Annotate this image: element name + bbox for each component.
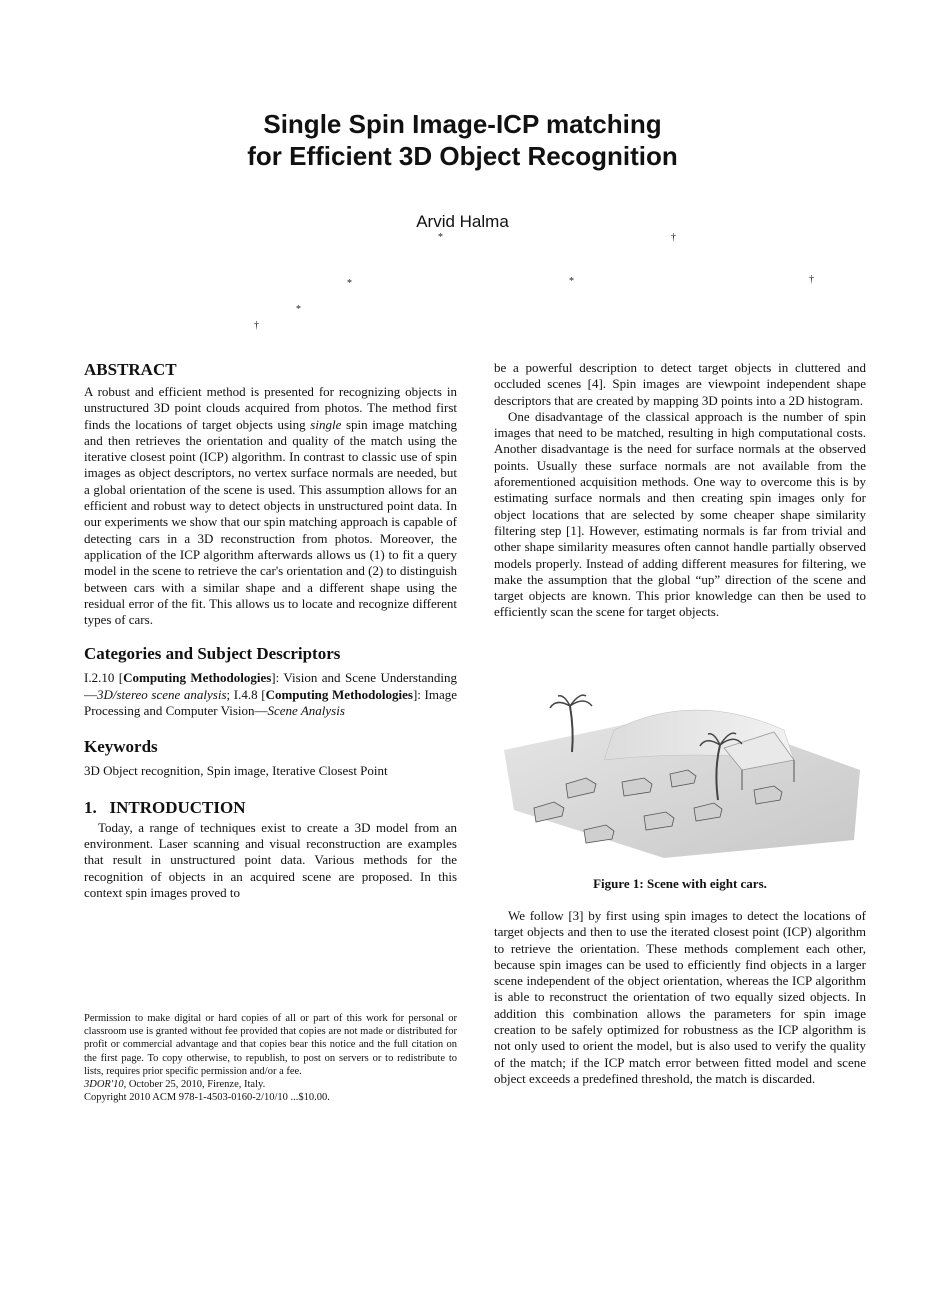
affiliation-mark: † <box>809 274 814 285</box>
venue-name: 3DOR'10, <box>84 1079 127 1091</box>
keywords-heading: Keywords <box>84 737 158 757</box>
abstract-heading: ABSTRACT <box>84 360 177 379</box>
venue-line <box>84 1078 457 1091</box>
abstract-emphasis: single <box>310 416 342 432</box>
title-line-2: for Efficient 3D Object Recognition <box>247 141 678 171</box>
cat-bold: Computing Methodologies <box>123 670 272 686</box>
categories-text <box>84 670 457 719</box>
abstract-section <box>84 360 457 628</box>
cat-part: I.2.10 [ <box>84 670 124 686</box>
affiliation-mark: † <box>671 232 676 243</box>
right-column <box>494 360 866 621</box>
cat-part: ]: Vision and Scene Understanding— <box>84 670 457 702</box>
categories-section <box>84 644 457 719</box>
disadvantage-paragraph: One disadvantage of the classical approach is the number of spin images that need to be matched, resulting in high computational costs. Another disadvantage is the need for surface normals at the observed points. Usually these surface normals are not available from the aforementioned acquisition methods. One way to overcome this is by estimating surface normals and then creating spin images only for object locations that are selected by some cheaper shape similarity filtering step [1]. However, estimating normals is far from trivial and other shape similarity measures often cannot handle partially observed models properly. Instead of adding different measures for filtering, we make the assumption that the global “up” direction of the scene and target objects are known. This prior knowledge can then be used to efficiently scan the scene for target objects. <box>494 408 866 620</box>
author-name: Arvid Halma <box>416 212 509 231</box>
figure-caption: Figure 1: Scene with eight cars. <box>593 876 767 891</box>
cat-italic: Scene Analysis <box>267 703 345 719</box>
introduction-section <box>84 798 457 901</box>
introduction-heading: 1. INTRODUCTION <box>84 797 246 817</box>
keywords-section <box>84 737 457 779</box>
method-paragraph: We follow [3] by first using spin images to detect the locations of target objects and then to use the iterated closest point (ICP) algorithm to retrieve the orientation. These methods complement each other, because spin images can be used to efficiently find objects in a larger scene independent of the object orientation, whereas the ICP algorithm is able to reconstruct the orientation of two equally sized objects. In addition this combination allows the parameters for spin image creation to be safely optimized for robustness as the ICP algorithm is not only used to orient the model, but is also used to verify the quality of the match; if the ICP match error between fitted model and scene object exceeds a predefined threshold, the match is discarded. <box>494 908 866 1086</box>
cat-part: ; I.4.8 [ <box>226 686 266 702</box>
affiliation-mark: † <box>254 320 259 331</box>
cat-part: ]: Image Processing and Computer Vision— <box>84 686 457 719</box>
cat-bold: Computing Methodologies <box>265 686 413 702</box>
copyright-line: Copyright 2010 ACM 978-1-4503-0160-2/10/10 ...$10.00. <box>84 1092 330 1104</box>
left-column <box>84 360 457 901</box>
cat-italic: 3D/stereo scene analysis <box>97 686 227 702</box>
keywords-text: 3D Object recognition, Spin image, Iterative Closest Point <box>84 763 388 779</box>
abstract-text-a: A robust and efficient method is presented for recognizing objects in unstructured 3D point clouds acquired from photos. The method first finds the locations of target objects using <box>84 384 457 432</box>
right-column-continued <box>494 908 866 1087</box>
title-line-1: Single Spin Image-ICP matching <box>263 109 662 139</box>
venue-details: October 25, 2010, Firenze, Italy. <box>126 1079 266 1091</box>
affiliation-mark: * <box>296 304 301 315</box>
intro-continued-paragraph: be a powerful description to detect target objects in cluttered and occluded scenes [4]. Spin images are viewpoint independent shape descriptors that are created by mapping 3D points into a 2D histogram. <box>494 360 866 408</box>
affiliation-mark: * <box>438 232 443 243</box>
categories-heading: Categories and Subject Descriptors <box>84 644 341 664</box>
scene-figure <box>494 690 866 858</box>
abstract-text <box>84 384 457 628</box>
affiliation-mark: * <box>347 278 352 289</box>
abstract-text-b: spin image matching and then retrieves the orientation and quality of the match using the iterative closest point (ICP) algorithm. In contrast to classic use of spin images as object descriptors, no vertex surface normals are needed, but a global orientation of the scene is used. This assumption allows for an efficient and robust way to detect objects in unstructured point data. In our experiments we show that our spin matching approach is capable of detecting cars in a 3D reconstruction from photos. Moreover, the application of the ICP algorithm afterwards allows us (1) to fit a query model in the scene to retrieve the car's orientation and (2) to distinguish between cars with a similar shape and a different shape using the residual error of the fit. This allows us to locate and recognize different types of cars. <box>84 416 458 628</box>
permission-text: Permission to make digital or hard copies of all or part of this work for personal or classroom use is granted without fee provided that copies are not made or distributed for profit or commercial advantage and that copies bear this notice and the full citation on the first page. To copy otherwise, to republish, to post on servers or to redistribute to lists, requires prior specific permission and/or a fee. <box>84 1013 457 1077</box>
affiliation-mark: * <box>569 276 574 287</box>
paper-title <box>0 108 925 172</box>
permission-notice <box>84 1012 457 1104</box>
introduction-text: Today, a range of techniques exist to create a 3D model from an environment. Laser scanning and visual reconstruction are examples that result in unstructured point data. Various methods for the recognition of objects in an acquired scene are proposed. In this context spin images proved to <box>84 819 457 900</box>
